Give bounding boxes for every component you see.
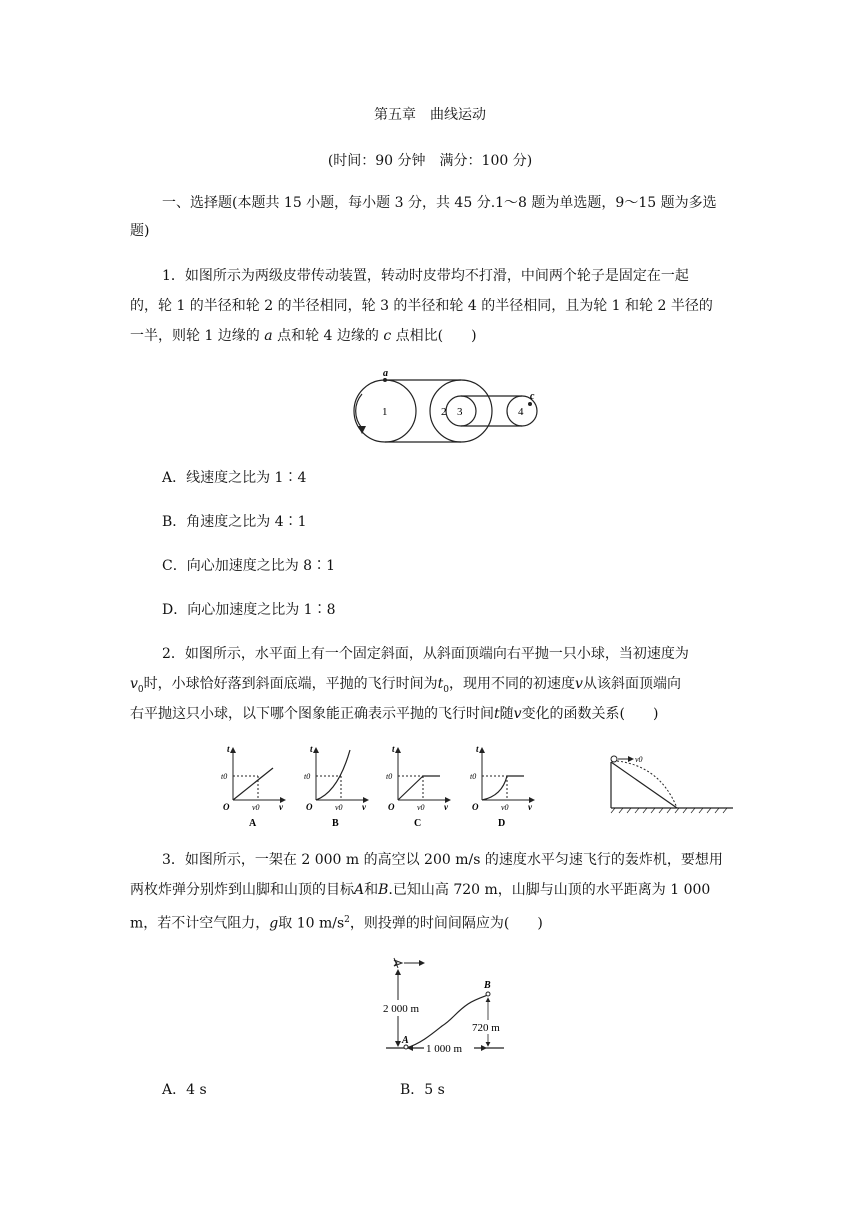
q3-line2-part3: .已知山高 720 m，山脚与山顶的水平距离为 1 000 (388, 882, 711, 898)
graph-a-v0: v0 (252, 803, 260, 812)
q2-line3-part3: 变化的函数关系( ) (521, 706, 659, 722)
q3-line3-part3: ，则投弹的时间间隔应为( ) (349, 915, 543, 932)
wheel2-label: 2 (441, 406, 447, 418)
exam-info: (时间：90 分钟 满分：100 分) (327, 153, 533, 169)
graph-b-t-axis: t (310, 744, 313, 754)
q1-option-a: A．线速度之比为 1∶4 (162, 470, 307, 486)
graph-d-label: D (498, 818, 506, 829)
section-instruction-line1: 一、选择题(本题共 15 小题，每小题 3 分，共 45 分.1～8 题为单选题，9～15 题为多选 (162, 195, 717, 211)
bomber-figure (380, 952, 510, 1056)
ball (611, 756, 617, 762)
rotation-arrow-head (358, 426, 366, 434)
q2-text-line2 (130, 674, 681, 700)
graph-d-t0: t0 (470, 772, 477, 781)
graph-a-v-axis: v (279, 802, 283, 812)
q3-option-b: B．5 s (400, 1082, 445, 1098)
q3-line2-part1: 两枚炸弹分别炸到山脚和山顶的目标 (130, 882, 354, 898)
q3-line3-part2: 取 10 m/s (278, 915, 345, 932)
q1-text-line1: 1．如图所示为两级皮带传动装置，转动时皮带均不打滑，中间两个轮子是固定在一起 (162, 268, 689, 284)
q2-var-v0-sub: 0 (137, 684, 144, 695)
q2-line2-part3: 从该斜面顶端向 (582, 676, 681, 692)
q2-var-v0: v (130, 676, 138, 692)
wheel4-label: 4 (518, 406, 524, 418)
q3-line2-part2: 和 (364, 882, 379, 898)
graph-d-t-axis: t (476, 744, 479, 754)
graph-d-origin: O (472, 802, 479, 812)
point-c-dot (528, 402, 532, 406)
graph-a-t0: t0 (221, 772, 228, 781)
graph-d (470, 744, 534, 829)
q3-var-B: B (378, 882, 389, 898)
graph-c-t-axis: t (392, 744, 395, 754)
q3-sup-2: 2 (344, 915, 350, 925)
section-instruction-line2: 题) (130, 223, 150, 239)
graph-c-t0: t0 (386, 772, 393, 781)
graph-a-origin: O (223, 802, 230, 812)
graph-a-t-axis: t (227, 744, 230, 754)
wheel3-label: 3 (457, 406, 463, 418)
q3-option-a: A．4 s (162, 1082, 207, 1098)
slope-figure (611, 755, 733, 813)
chapter-title: 第五章 曲线运动 (374, 107, 486, 123)
q2-line3-part2: 随 (499, 706, 514, 722)
q3-text-line1: 3．如图所示，一架在 2 000 m 的高空以 200 m/s 的速度水平匀速飞行的轰炸机，要想用 (162, 852, 723, 868)
q2-text-line1: 2．如图所示，水平面上有一个固定斜面，从斜面顶端向右平抛一只小球，当初速度为 (162, 646, 689, 662)
q1-text-line2: 的，轮 1 的半径和轮 2 的半径相同，轮 3 的半径和轮 4 的半径相同，且为轮 1 和轮 2 半径的 (130, 298, 713, 314)
q2-var-t0-sub: 0 (443, 684, 450, 695)
graph-b (304, 744, 368, 829)
q2-line2-part1: 时，小球恰好落到斜面底端，平抛的飞行时间为 (143, 676, 438, 692)
graph-b-v-axis: v (362, 802, 366, 812)
height-label: 2 000 m (383, 1003, 420, 1015)
q2-graphs-figure (215, 742, 735, 834)
graph-a-label: A (249, 818, 257, 829)
distance-label: 1 000 m (426, 1043, 463, 1055)
q1-option-d: D．向心加速度之比为 1∶8 (162, 602, 336, 618)
q2-line2-part2: ，现用不同的初速度 (449, 676, 576, 692)
plane-icon (394, 958, 402, 968)
graph-b-t0: t0 (304, 772, 311, 781)
q2-var-t0: t (437, 676, 444, 692)
graph-c-v0: v0 (417, 803, 425, 812)
q1-line3-part2: 点和轮 4 边缘的 (277, 328, 379, 344)
q1-line3-part3: 点相比( ) (395, 328, 477, 344)
graph-c-v-axis: v (444, 802, 448, 812)
q2-text-line3 (130, 704, 659, 724)
graph-c-label: C (414, 818, 422, 829)
q1-option-b: B．角速度之比为 4∶1 (162, 514, 307, 530)
point-a-label: a (383, 368, 388, 379)
q1-text-line3 (130, 326, 477, 346)
q3-text-line2 (130, 880, 710, 900)
point-c-label: c (530, 391, 535, 402)
graph-b-origin: O (306, 802, 313, 812)
q1-option-c: C．向心加速度之比为 8∶1 (162, 558, 335, 574)
q1-var-a: a (264, 328, 273, 344)
q1-line3-part1: 一半，则轮 1 边缘的 (130, 328, 260, 344)
wheel1-label: 1 (382, 406, 388, 418)
graph-d-v0: v0 (501, 803, 509, 812)
graph-b-label: B (332, 818, 339, 829)
point-B-label: B (484, 980, 491, 991)
graph-c-origin: O (388, 802, 395, 812)
q2-line3-part1: 右平抛这只小球，以下哪个图象能正确表示平抛的飞行时间 (130, 706, 494, 722)
q2-var-t: t (494, 706, 500, 722)
graph-c (386, 744, 450, 829)
point-A-label: A (402, 1035, 409, 1046)
slope-v0-label: v0 (635, 755, 643, 764)
mountain-height-label: 720 m (472, 1022, 500, 1034)
q3-var-A: A (354, 882, 365, 898)
q1-var-c: c (383, 328, 392, 344)
graph-a (221, 744, 285, 829)
q2-var-v2: v (513, 706, 522, 722)
target-b (486, 992, 490, 996)
belt-drive-figure (340, 366, 535, 446)
q3-var-g: g (269, 915, 279, 932)
graph-d-v-axis: v (528, 802, 532, 812)
q3-text-line3 (130, 910, 543, 934)
q2-var-v: v (575, 676, 583, 692)
q3-line3-part1: m，若不计空气阻力， (130, 915, 270, 932)
graph-b-v0: v0 (335, 803, 343, 812)
